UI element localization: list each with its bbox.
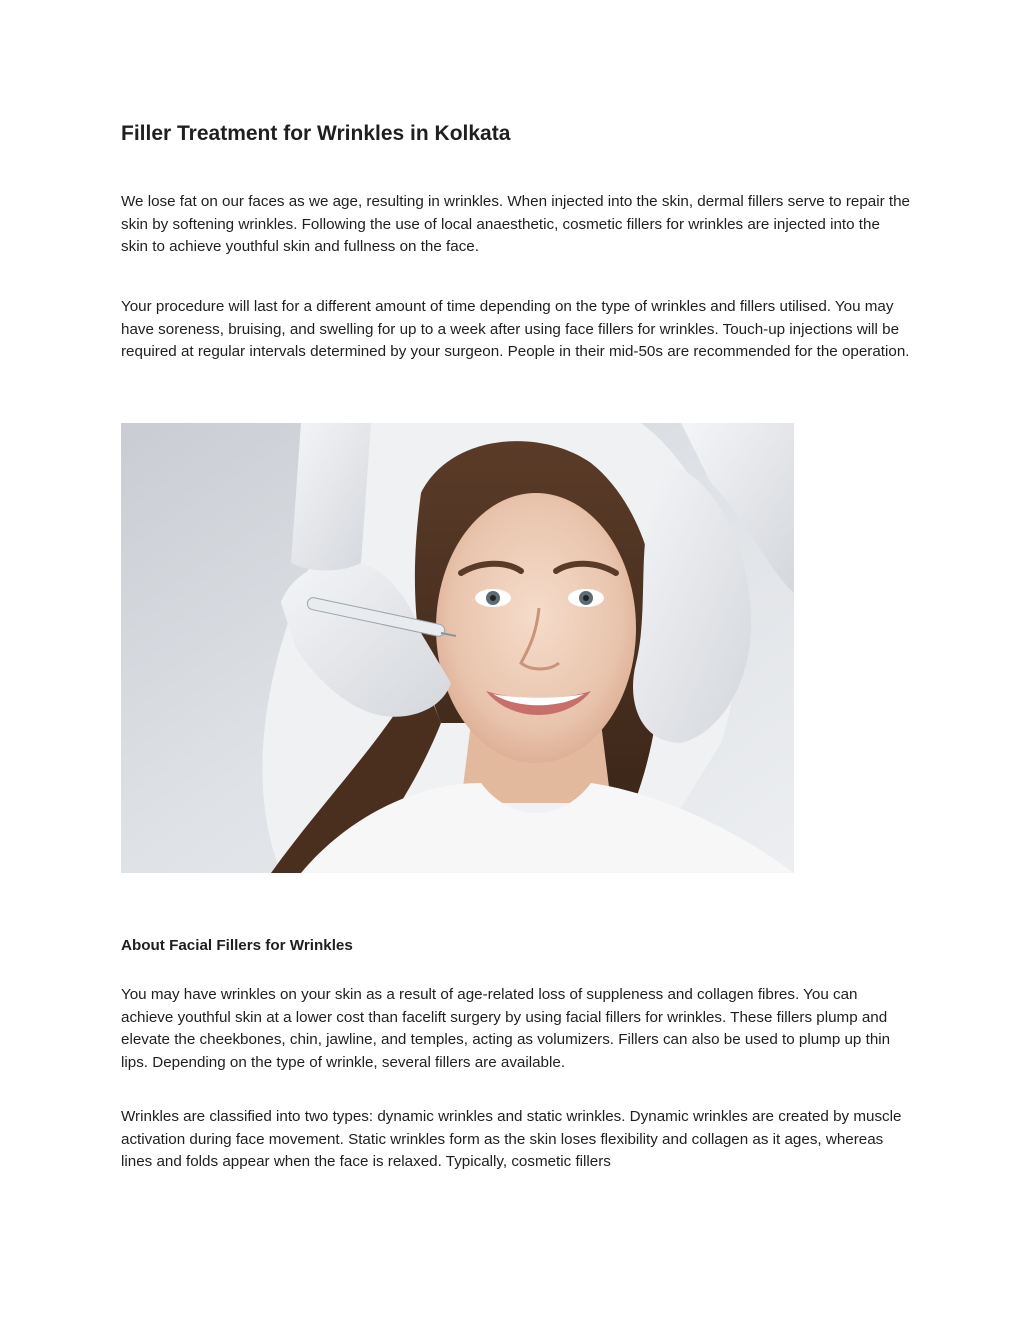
section-heading: About Facial Fillers for Wrinkles [121,937,353,954]
intro-paragraph: Your procedure will last for a different amount of time depending on the type of wrinkles and fillers utilised. You may have soreness, bruising, and swelling for up to a week after using face fillers for wrinkles. Touch-up injections will be required at regular intervals determined by your surgeon. People in their mid-50s are recommended for the operation. [121,298,910,361]
section-paragraph: You may have wrinkles on your skin as a result of age-related loss of suppleness and collagen fibres. You can achieve youthful skin at a lower cost than facelift surgery by using facial fillers for wrinkles. These fillers plump and elevate the cheekbones, chin, jawline, and temples, acting as volumizers. Fillers can also be used to plump up thin lips. Depending on the type of wrinkle, several fillers are available. [121,986,891,1071]
section-paragraph: Wrinkles are classified into two types: dynamic wrinkles and static wrinkles. Dynamic wrinkles are created by muscle activation during face movement. Static wrinkles form as the skin loses flexibility and collagen as it ages, whereas lines and folds appear when the face is relaxed. Typically, cosmetic fillers [121,1108,902,1171]
filler-injection-photo [121,423,794,873]
page-title: Filler Treatment for Wrinkles in Kolkata [121,122,511,145]
intro-paragraph: We lose fat on our faces as we age, resulting in wrinkles. When injected into the skin, dermal fillers serve to repair the skin by softening wrinkles. Following the use of local anaesthetic, cosmetic fillers for wrinkles are injected into the skin to achieve youthful skin and fullness on the face. [121,193,911,256]
